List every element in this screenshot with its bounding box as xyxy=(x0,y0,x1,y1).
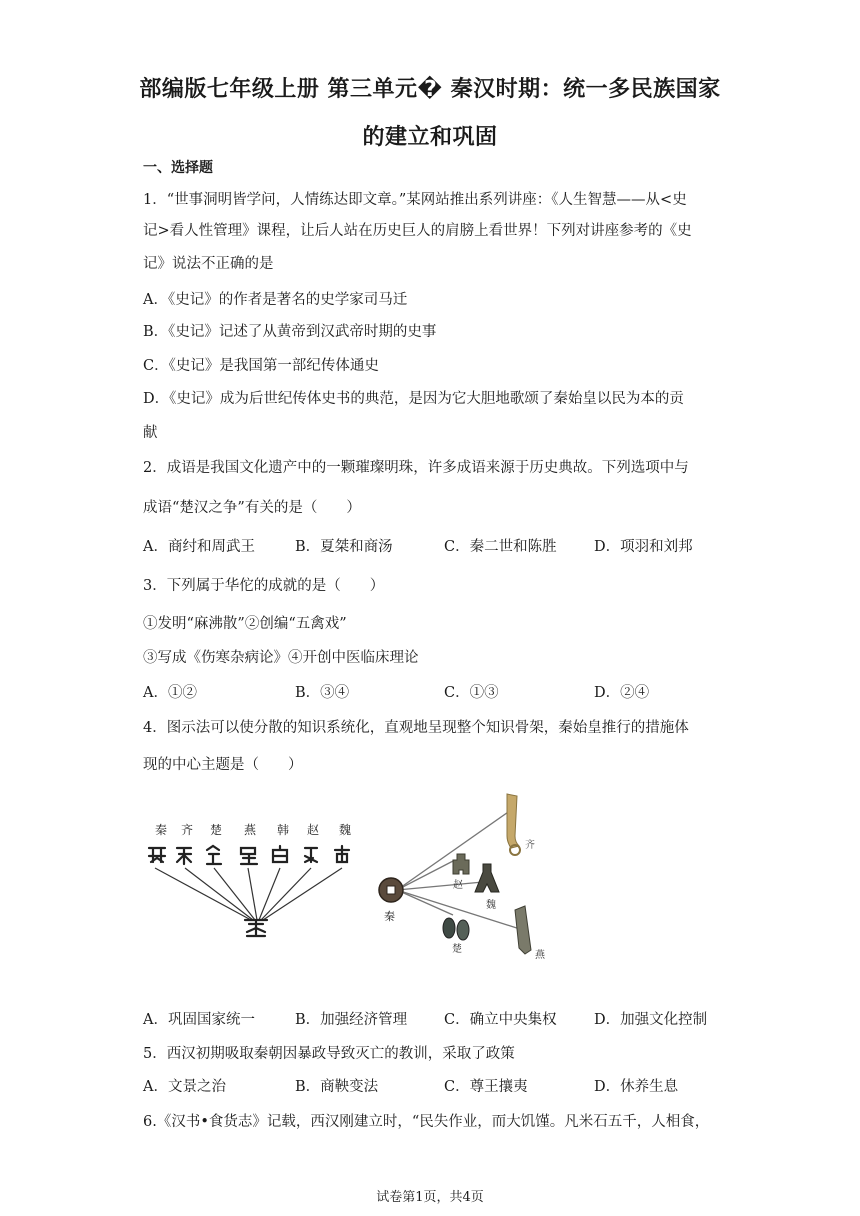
glyph-yan xyxy=(241,848,257,864)
q5-option-b: B．商鞅变法 xyxy=(295,1079,379,1095)
q1-option-c: C．《史记》是我国第一部纪传体通史 xyxy=(143,358,379,374)
q2-option-d: D．项羽和刘邦 xyxy=(594,539,693,555)
yan-knife-coin xyxy=(515,906,531,954)
ancient-glyphs xyxy=(149,846,349,864)
state-name-wei: 魏 xyxy=(339,823,352,837)
q6-stem-line1: 6.《汉书•食货志》记载，西汉刚建立时，“民失作业，而大饥馑。凡米石五千，人相食， xyxy=(143,1114,710,1130)
glyph-wei xyxy=(335,846,349,862)
page-footer: 试卷第1页，共4页 xyxy=(376,1190,484,1205)
converging-lines xyxy=(155,868,342,920)
glyph-zhao xyxy=(305,848,317,862)
currency-diagram xyxy=(379,794,546,961)
zhao-spade-coin xyxy=(453,854,469,874)
page-title-line1: 部编版七年级上册 第三单元� 秦汉时期：统一多民族国家 xyxy=(139,77,721,102)
q4-option-c: C．确立中央集权 xyxy=(444,1012,557,1028)
q5-option-c: C．尊王攘夷 xyxy=(444,1079,528,1095)
q3-option-d: D．②④ xyxy=(594,685,650,701)
glyph-unified-seal xyxy=(245,920,267,936)
state-name-qin: 秦 xyxy=(155,823,168,837)
q2-stem-line2: 成语“楚汉之争”有关的是（ ） xyxy=(143,500,361,516)
q5-stem-line1: 5．西汉初期吸取秦朝因暴政导致灭亡的教训，采取了政策 xyxy=(143,1046,515,1062)
chu-coin-1 xyxy=(443,918,455,938)
script-diagram xyxy=(149,822,351,936)
q5-option-a: A．文景之治 xyxy=(143,1079,226,1095)
q1-option-a: A．《史记》的作者是著名的史学家司马迁 xyxy=(143,292,408,308)
state-name-zhao: 赵 xyxy=(307,823,320,837)
glyph-qi xyxy=(177,848,191,864)
q2-option-c: C．秦二世和陈胜 xyxy=(444,539,557,555)
q1-option-d-line2: 献 xyxy=(143,425,158,441)
q2-stem-line1: 2．成语是我国文化遗产中的一颗璀璨明珠，许多成语来源于历史典故。下列选项中与 xyxy=(143,460,689,476)
q5-option-d: D．休养生息 xyxy=(594,1079,679,1095)
coin-square-hole xyxy=(387,886,395,894)
coin-label-qin: 秦 xyxy=(384,910,395,923)
state-name-yan: 燕 xyxy=(244,823,257,837)
glyph-chu xyxy=(207,846,221,864)
glyph-qin xyxy=(149,848,165,862)
q2-option-b: B．夏桀和商汤 xyxy=(295,539,393,555)
state-name-han: 韩 xyxy=(277,823,290,837)
q3-stem-line1: 3．下列属于华佗的成就的是（ ） xyxy=(143,578,385,594)
q4-option-a: A．巩固国家统一 xyxy=(143,1012,255,1028)
state-name-qi: 齐 xyxy=(181,823,194,837)
q1-option-d-line1: D．《史记》成为后世纪传体史书的典范，是因为它大胆地歌颂了秦始皇以民为本的贡 xyxy=(143,391,684,407)
qi-knife-coin xyxy=(507,794,519,848)
q4-figure xyxy=(143,790,583,975)
q3-option-c: C．①③ xyxy=(444,685,499,701)
q1-stem-line2: 记>看人性管理》课程，让后人站在历史巨人的肩膀上看世界！下列对讲座参考的《史 xyxy=(143,223,692,239)
q4-option-d: D．加强文化控制 xyxy=(594,1012,708,1028)
coin-label-yan: 燕 xyxy=(535,950,545,961)
q3-option-a: A．①② xyxy=(143,685,197,701)
q1-option-b: B．《史记》记述了从黄帝到汉武帝时期的史事 xyxy=(143,324,437,340)
coin-label-zhao: 赵 xyxy=(453,880,463,891)
coin-label-chu: 楚 xyxy=(452,944,462,955)
chu-coin-2 xyxy=(457,920,469,940)
section-heading: 一、选择题 xyxy=(143,160,213,176)
q3-option-b: B．③④ xyxy=(295,685,350,701)
q4-stem-line1: 4．图示法可以使分散的知识系统化，直观地呈现整个知识骨架，秦始皇推行的措施体 xyxy=(143,720,689,736)
q4-stem-line2: 现的中心主题是（ ） xyxy=(143,757,303,773)
glyph-han xyxy=(273,846,287,862)
state-name-chu: 楚 xyxy=(210,823,223,837)
coin-label-wei: 魏 xyxy=(486,900,496,911)
page-title-line2: 的建立和巩固 xyxy=(362,125,498,150)
wei-spade-coin xyxy=(475,864,499,892)
q1-stem-line1: 1．“世事洞明皆学问，人情练达即文章。”某网站推出系列讲座：《人生智慧——从<史 xyxy=(143,192,687,208)
q4-option-b: B．加强经济管理 xyxy=(295,1012,408,1028)
q1-stem-line3: 记》说法不正确的是 xyxy=(143,256,274,272)
q2-option-a: A．商纣和周武王 xyxy=(143,539,255,555)
q3-stem-line2: ①发明“麻沸散”②创编“五禽戏” xyxy=(143,616,347,632)
q3-stem-line3: ③写成《伤寒杂病论》④开创中医临床理论 xyxy=(143,650,419,666)
coin-label-qi: 齐 xyxy=(525,840,535,851)
